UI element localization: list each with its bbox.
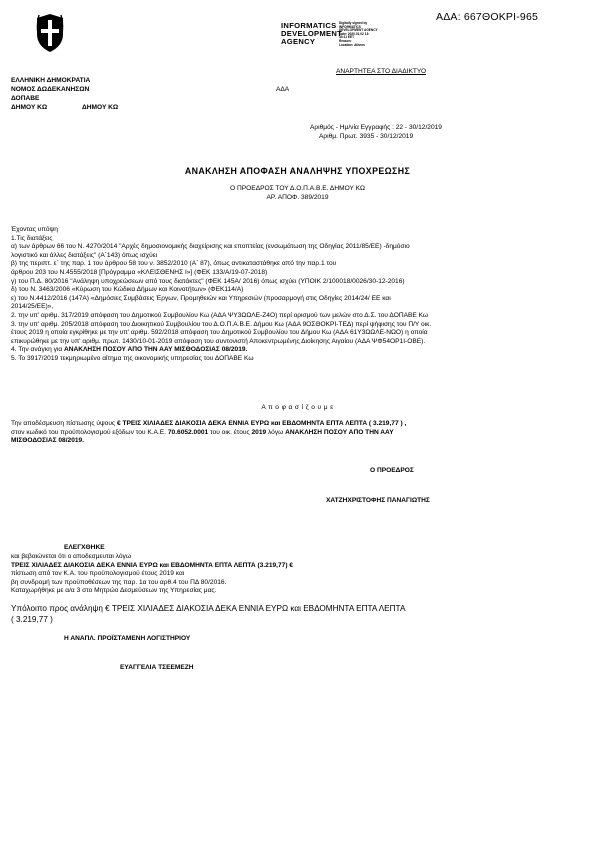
agency-logo-line: DEVELOPMENT <box>281 29 343 39</box>
ada-top-code: ΑΔΑ: 667ΘΟΚΡΙ-965 <box>436 11 539 23</box>
signature-line: 43:11 EET <box>339 35 355 40</box>
considering-line: Έχοντας υπόψη <box>11 226 58 233</box>
verification-line: βη συνδρομή των προϋποθέσεων της παρ. 1α του αρθ.4 του ΠΔ 80/2016. <box>11 578 227 586</box>
signature-line: Digitally signed by <box>339 21 368 25</box>
agency-logo-line: AGENCY <box>281 37 316 47</box>
decision-body <box>11 420 406 446</box>
verification-line: πίστωση από τον Κ.Α. του προϋπολογισμού έτους 2019 και <box>11 570 185 578</box>
verification-line: και βεβαιώνεται ότι ο αποδεσμευται λόγω <box>11 553 131 560</box>
president-role: Ο ΠΡΟΕΔΡΟΣ <box>370 467 414 474</box>
decision-text: Την αποδέσμευση πίστωσης ύψους <box>11 420 117 427</box>
issuer-municipality-right: ΔΗΜΟΥ ΚΩ <box>82 104 119 111</box>
decision-line-2 <box>11 429 406 438</box>
considering-line: 2. την υπ' αριθμ. 317/2019 απόφαση του Δημοτικού Συμβουλίου Κω (ΑΔΑ ΨΥ3ΩΩΛΕ-Ζ4Ο) περί ορισμού των μελών στο Δ.Σ. του ΔΟΠΑΒΕ Κω <box>11 311 429 319</box>
considering-item-5: 5. Το 3917/2019 τεκμηριωμένο αίτημα της οικονομικής υπηρεσίας του ΔΟΠΑΒΕ Κω <box>11 354 254 362</box>
digital-signature-block <box>339 22 378 47</box>
president-line: Ο ΠΡΟΕΔΡΟΣ ΤΟΥ Δ.Ο.Π.Α.Β.Ε. ΔΗΜΟΥ ΚΩ <box>230 185 365 192</box>
agency-logo-line: INFORMATICS <box>281 21 337 30</box>
verified-heading: ΕΛΕΓΧΘΗΚΕ <box>64 544 105 551</box>
decision-text: του οικ. έτους <box>208 428 252 436</box>
considering-line: ε) του Ν.4412/2016 (147Α) «Δημόσιες Συμβάσεις Έργων, Προμηθειών και Υπηρεσιών (προσαρμογή στις Οδηγίες 2014/24/ ΕΕ και <box>11 294 391 302</box>
signature-line: Reason: <box>339 38 352 43</box>
issuer-municipality-left: ΔΗΜΟΥ ΚΩ <box>11 104 48 111</box>
decision-amount: € ΤΡΕΙΣ ΧΙΛΙΑΔΕΣ ΔΙΑΚΟΣΙΑ ΔΕΚΑ ΕΝΝΙΑ ΕΥΡΩ και ΕΒΔΟΜΗΝΤΑ ΕΠΤΑ ΛΕΠΤΑ ( 3.219,77 ) , <box>116 420 407 427</box>
signature-line: Location: Athens <box>339 42 365 47</box>
signature-line: Date: 2020.01.02 13: <box>339 31 370 36</box>
signature-line: INFORMATICS <box>339 24 361 29</box>
signature-line: DEVELOPMENT AGENCY <box>339 28 378 33</box>
considering-line: 3. την υπ' αριθμ. 205/2018 απόφαση του Διοικητικού Συμβουλίου του Δ.Ο.Π.Α.Β.Ε. Δήμου Κω (ΑΔΑ 9ΟΣΘΟΚΡΙ-ΤΕΔ) περί ψήφισης του Π/Υ οικ. <box>11 320 432 328</box>
accountant-name: ΕΥΑΓΓΕΛΙΑ ΤΣΕΕΜΕΖΗ <box>120 664 194 671</box>
ada-label: ΑΔΑ <box>276 86 290 93</box>
decision-number: ΑΡ. ΑΠΟΦ. 389/2019 <box>266 194 329 201</box>
item4-prefix: 4. Την ανάγκη για <box>11 346 64 354</box>
agency-logo <box>281 22 342 47</box>
item4-subject: ΑΝΑΚΛΗΣΗ ΠΟΣΟΥ ΑΠΟ ΤΗΝ ΑΑΥ ΜΙΣΘΟΔΟΣΙΑΣ 08/2019. <box>63 346 248 354</box>
document-title: ΑΝΑΚΛΗΣΗ ΑΠΟΦΑΣΗ ΑΝΑΛΗΨΗΣ ΥΠΟΧΡΕΩΣΗΣ <box>184 166 411 176</box>
considering-line: λογιστικό και άλλες διατάξεις" (Α΄143) όπως ισχύει <box>11 251 158 259</box>
greek-emblem-icon <box>33 12 67 54</box>
protocol-number: Αριθμ. Πρωτ. 3935 - 30/12/2019 <box>319 133 414 140</box>
issuer-line: ΔΟΠΑΒΕ <box>11 94 40 102</box>
considering-line: έτους 2019 η οποία εγκρίθηκε με την υπ' αριθμ. 592/2018 απόφαση του Δημοτικού Συμβουλίου του Δήμου Κω (ΑΔΑ 61Υ3ΩΩΛΕ-ΝΩΟ) η οποία <box>11 329 428 337</box>
considering-line: γ) του Π.Δ. 80/2016 "Ανάληψη υποχρεώσεων από τους διατάκτες" (ΦΕΚ 145Α/ 2016) όπως ισχύει (ΥΠΟΙΚ 2/100018/0026/30-12-2016) <box>11 277 405 285</box>
issuer-line: ΝΟΜΟΣ ΔΩΔΕΚΑΝΗΣΩΝ <box>11 85 90 93</box>
accountant-role: Η ΑΝΑΠΛ. ΠΡΟΪΣΤΑΜΕΝΗ ΛΟΓΙΣΤΗΡΙΟΥ <box>64 635 191 642</box>
considering-block <box>11 226 431 364</box>
coat-of-arms-emblem <box>33 12 67 59</box>
considering-line: επικυρώθηκε με την υπ' αριθμ. πρωτ. 1430/10-01-2019 απόφαση του συντονιστή Αποκεντρωμένης Διοίκησης Αιγαίου (ΑΔΑ ΨΦ54ΟΡ1Ι-ΟΒΕ). <box>11 337 426 345</box>
issuer-block <box>11 77 90 103</box>
decision-text: λόγω <box>266 428 286 436</box>
remaining-line: Υπόλοιπο προς ανάληψη € ΤΡΕΙΣ ΧΙΛΙΑΔΕΣ ΔΙΑΚΟΣΙΑ ΔΕΚΑ ΕΝΝΙΑ ΕΥΡΩ και ΕΒΔΟΜΗΝΤΑ ΕΠΤΑ ΛΕΠΤΑ <box>11 604 406 613</box>
decision-subject: ΑΝΑΚΛΗΣΗ ΠΟΣΟΥ ΑΠΟ ΤΗΝ ΑΑΥ <box>285 428 394 436</box>
remaining-balance <box>11 604 405 625</box>
president-name: ΧΑΤΖΗΧΡΙΣΤΟΦΗΣ ΠΑΝΑΓΙΩΤΗΣ <box>326 497 430 504</box>
fiscal-year: 2019 <box>251 428 267 436</box>
considering-line: α) των άρθρων 66 του Ν. 4270/2014 "Αρχές δημοσιονομικής διαχείρισης και εποπτείας (ενσωμάτωση της Οδηγίας 2011/85/ΕΕ) -δημόσιο <box>11 243 410 251</box>
considering-line: β) της περιπτ. ε΄ της παρ. 1 του άρθρου 58 του ν. 3852/2010 (Α΄ 87), όπως αντικαταστάθηκε από την παρ.1 του <box>11 260 337 268</box>
considering-line: 2014/25/ΕΕ)», <box>11 303 54 311</box>
posted-online-note: ΑΝΑΡΤΗΤΕΑ ΣΤΟ ΔΙΑΔΙΚΤΥΟ <box>336 68 427 75</box>
verification-block <box>11 553 293 596</box>
verification-amount: ΤΡΕΙΣ ΧΙΛΙΑΔΕΣ ΔΙΑΚΟΣΙΑ ΔΕΚΑ ΕΝΝΙΑ ΕΥΡΩ και ΕΒΔΟΜΗΝΤΑ ΕΠΤΑ ΛΕΠΤΑ (3.219,77) € <box>11 561 294 569</box>
considering-line: δ) του Ν. 3463/2006 «Κύρωση του Κώδικα Δήμων και Κοινοτήτων» (ΦΕΚ114/Α) <box>11 286 244 294</box>
issuer-line: ΕΛΛΗΝΙΚΗ ΔΗΜΟΚΡΑΤΙΑ <box>11 77 91 84</box>
decision-text: στον κωδικό του προϋπολογισμού εξόδων του Κ.Α.Ε. <box>11 428 168 436</box>
verification-line: Καταχωρήθηκε με α/α 3 στο Μητρώο Δεσμεύσεων της Υπηρεσίας μας. <box>11 587 217 595</box>
budget-code: 70.6052.0001 <box>167 428 209 436</box>
decision-line-1 <box>11 420 406 429</box>
decision-line-3: ΜΙΣΘΟΔΟΣΙΑΣ 08/2019. <box>11 437 85 445</box>
decide-heading: Α π ο φ α σ ί ζ ο υ μ ε <box>261 404 334 411</box>
considering-line: 1.Τις διατάξεις <box>11 234 53 242</box>
considering-line: άρθρου 203 του Ν.4555/2018 [Πρόγραμμα «ΚΛΕΙΣΘΕΝΗΣ Ι»] (ΦΕΚ 133/Α/19-07-2018) <box>11 268 268 276</box>
considering-item-4 <box>11 346 431 355</box>
registry-number: Αριθμός - Ημ/νία Εγγραφής : 22 - 30/12/2019 <box>310 124 442 131</box>
remaining-line: ( 3.219,77 ) <box>11 614 53 624</box>
